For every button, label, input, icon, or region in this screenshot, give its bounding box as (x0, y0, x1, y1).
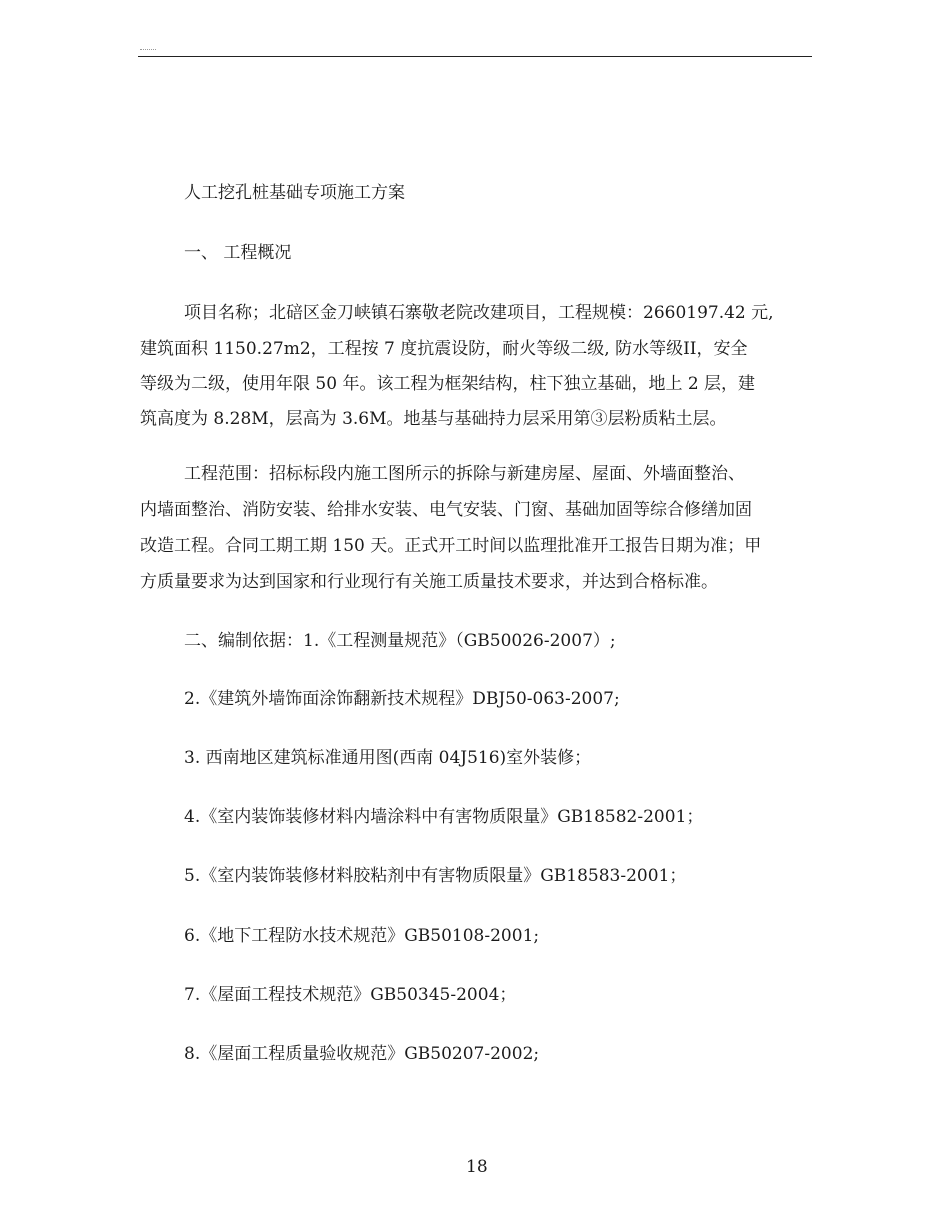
reference-item: 5.《室内装饰装修材料胶粘剂中有害物质限量》GB18583-2001； (184, 866, 687, 886)
paragraph-line: 项目名称；北碚区金刀峡镇石寨敬老院改建项目，工程规模：2660197.42 元, (184, 303, 774, 323)
paragraph-line: 等级为二级，使用年限 50 年。该工程为框架结构，柱下独立基础，地上 2 层，建 (140, 374, 756, 394)
paragraph-line: 内墙面整治、消防安装、给排水安装、电气安装、门窗、基础加固等综合修缮加固 (140, 500, 752, 520)
reference-item: 6.《地下工程防水技术规范》GB50108-2001; (184, 926, 540, 946)
reference-item: 3. 西南地区建筑标准通用图(西南 04J516)室外装修； (184, 748, 592, 768)
paragraph-line: 工程范围：招标标段内施工图所示的拆除与新建房屋、屋面、外墙面整治、 (184, 464, 745, 484)
section-1-heading: 一、 工程概况 (184, 243, 292, 263)
reference-item: 8.《屋面工程质量验收规范》GB50207-2002; (184, 1044, 540, 1064)
reference-item: 4.《室内装饰装修材料内墙涂料中有害物质限量》GB18582-2001； (184, 807, 704, 827)
reference-item: 2.《建筑外墙饰面涂饰翻新技术规程》DBJ50-063-2007; (184, 689, 620, 709)
document-title: 人工挖孔桩基础专项施工方案 (184, 183, 405, 203)
paragraph-line: 筑高度为 8.28M，层高为 3.6M。地基与基础持力层采用第③层粉质粘土层。 (140, 409, 727, 429)
header-rule (138, 56, 812, 57)
header-mark (140, 49, 156, 50)
reference-item: 7.《屋面工程技术规范》GB50345-2004； (184, 985, 517, 1005)
paragraph-line: 建筑面积 1150.27m2，工程按 7 度抗震设防，耐火等级二级, 防水等级ⅠI，安全 (140, 339, 748, 359)
paragraph-line: 方质量要求为达到国家和行业现行有关施工质量技术要求，并达到合格标准。 (140, 572, 718, 592)
section-2-heading: 二、编制依据：1.《工程测量规范》（GB50026-2007）; (184, 631, 616, 651)
paragraph-line: 改造工程。合同工期工期 150 天。正式开工时间以监理批准开工报告日期为准；甲 (140, 536, 762, 556)
page-number: 18 (466, 1157, 488, 1177)
